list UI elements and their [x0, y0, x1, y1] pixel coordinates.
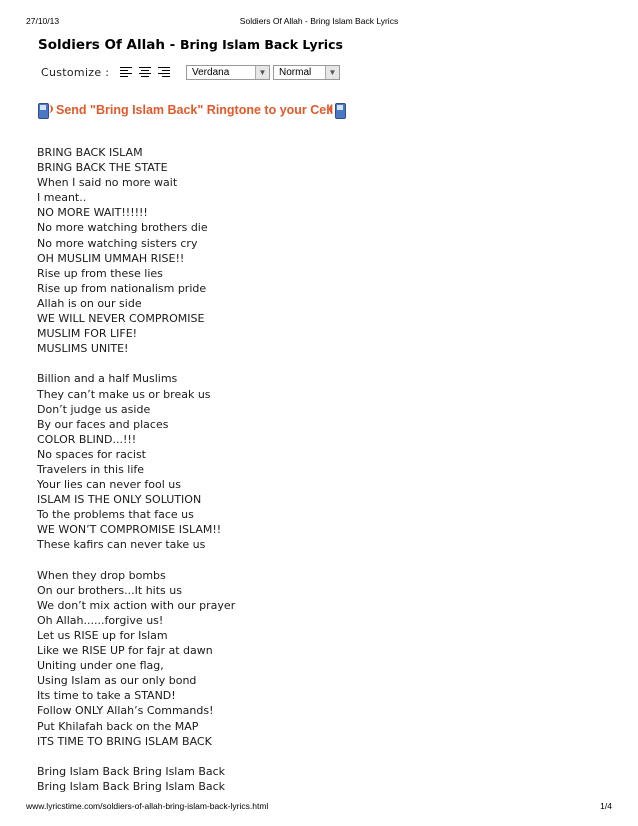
lyric-line: Your lies can never fool us — [37, 478, 181, 492]
lyric-line: COLOR BLIND...!!! — [37, 432, 137, 446]
lyrics-stanza — [37, 568, 597, 749]
align-right-icon[interactable] — [157, 65, 171, 79]
lyric-line: Put Khilafah back on the MAP — [37, 719, 199, 733]
lyric-line: Let us RISE up for Islam — [37, 629, 168, 642]
lyric-line: Billion and a half Muslims — [37, 372, 178, 386]
stanza-gap — [37, 356, 597, 371]
lyric-line: NO MORE WAIT!!!!!! — [37, 206, 148, 220]
lyric-line: On our brothers...It hits us — [37, 583, 182, 597]
lyric-line: Rise up from nationalism pride — [37, 281, 207, 295]
lyric-line: Allah is on our side — [37, 296, 142, 310]
lyric-line: BRING BACK THE STATE — [37, 161, 168, 175]
print-page-title: Soldiers Of Allah - Bring Islam Back Lyrics — [239, 16, 399, 26]
lyric-line: To the problems that face us — [37, 508, 194, 522]
artist-name: Soldiers Of Allah — [38, 37, 165, 53]
lyric-line: ISLAM IS THE ONLY SOLUTION — [37, 493, 202, 507]
page-number: 1/4 — [600, 801, 612, 811]
lyric-line: Rise up from these lies — [37, 266, 163, 280]
chevron-down-icon: ▼ — [255, 66, 269, 79]
lyric-line: Follow ONLY Allah’s Commands! — [37, 704, 214, 718]
print-header — [26, 16, 612, 30]
lyric-line: Bring Islam Back Bring Islam Back — [37, 779, 226, 793]
print-date: 27/10/13 — [26, 16, 60, 26]
font-select-value: Verdana — [192, 67, 230, 78]
lyric-line: MUSLIM FOR LIFE! — [37, 327, 138, 341]
lyric-line: MUSLIMS UNITE! — [37, 342, 129, 356]
page-title — [38, 37, 343, 53]
lyric-line: Bring Islam Back Bring Islam Back — [37, 764, 226, 778]
lyric-line: They can’t make us or break us — [37, 387, 211, 401]
lyric-line: No more watching sisters cry — [37, 236, 198, 250]
align-center-icon[interactable] — [138, 65, 152, 79]
lyric-line: When they drop bombs — [37, 568, 166, 582]
stanza-gap — [37, 749, 597, 764]
size-select[interactable] — [273, 65, 340, 80]
title-separator: - — [164, 37, 180, 53]
lyric-line: Its time to take a STAND! — [37, 689, 176, 703]
lyric-line: Don’t judge us aside — [37, 402, 151, 416]
lyric-line: When I said no more wait — [37, 176, 178, 190]
ringtone-row — [36, 101, 356, 121]
lyric-line: OH MUSLIM UMMAH RISE!! — [37, 251, 185, 265]
lyric-line: ITS TIME TO BRING ISLAM BACK — [37, 734, 212, 748]
lyric-line: BRING BACK ISLAM — [37, 146, 143, 159]
customize-label: Customize : — [41, 66, 110, 79]
stanza-gap — [37, 553, 597, 568]
lyrics-body — [37, 145, 597, 794]
lyric-line: Uniting under one flag, — [37, 659, 164, 673]
lyric-line: No spaces for racist — [37, 447, 146, 461]
lyric-line: Oh Allah......forgive us! — [37, 613, 164, 627]
lyrics-stanza — [37, 764, 597, 794]
lyric-line: By our faces and places — [37, 417, 169, 431]
lyric-line: I meant.. — [37, 191, 87, 205]
ringtone-link[interactable]: Send "Bring Islam Back" Ringtone to your Cell — [56, 103, 334, 117]
font-select[interactable] — [186, 65, 270, 80]
lyric-line: Like we RISE UP for fajr at dawn — [37, 644, 213, 658]
lyric-line: We don’t mix action with our prayer — [37, 598, 236, 612]
align-left-icon[interactable] — [119, 65, 133, 79]
lyric-line: These kafirs can never take us — [37, 538, 206, 552]
lyric-line: WE WILL NEVER COMPROMISE — [37, 312, 205, 326]
print-footer — [26, 801, 612, 815]
phone-icon — [36, 101, 52, 119]
lyrics-stanza — [37, 145, 597, 356]
lyric-line: Using Islam as our only bond — [37, 674, 197, 688]
print-url: www.lyricstime.com/soldiers-of-allah-bring-islam-back-lyrics.html — [26, 801, 269, 811]
lyrics-stanza — [37, 371, 597, 552]
size-select-value: Normal — [279, 67, 312, 78]
song-title: Bring Islam Back Lyrics — [179, 37, 343, 52]
lyric-line: No more watching brothers die — [37, 221, 208, 235]
customize-toolbar — [41, 65, 361, 81]
lyric-line: Travelers in this life — [37, 462, 145, 476]
chevron-down-icon: ▼ — [325, 66, 339, 79]
phone-icon — [330, 101, 346, 119]
lyric-line: WE WON’T COMPROMISE ISLAM!! — [37, 523, 222, 537]
